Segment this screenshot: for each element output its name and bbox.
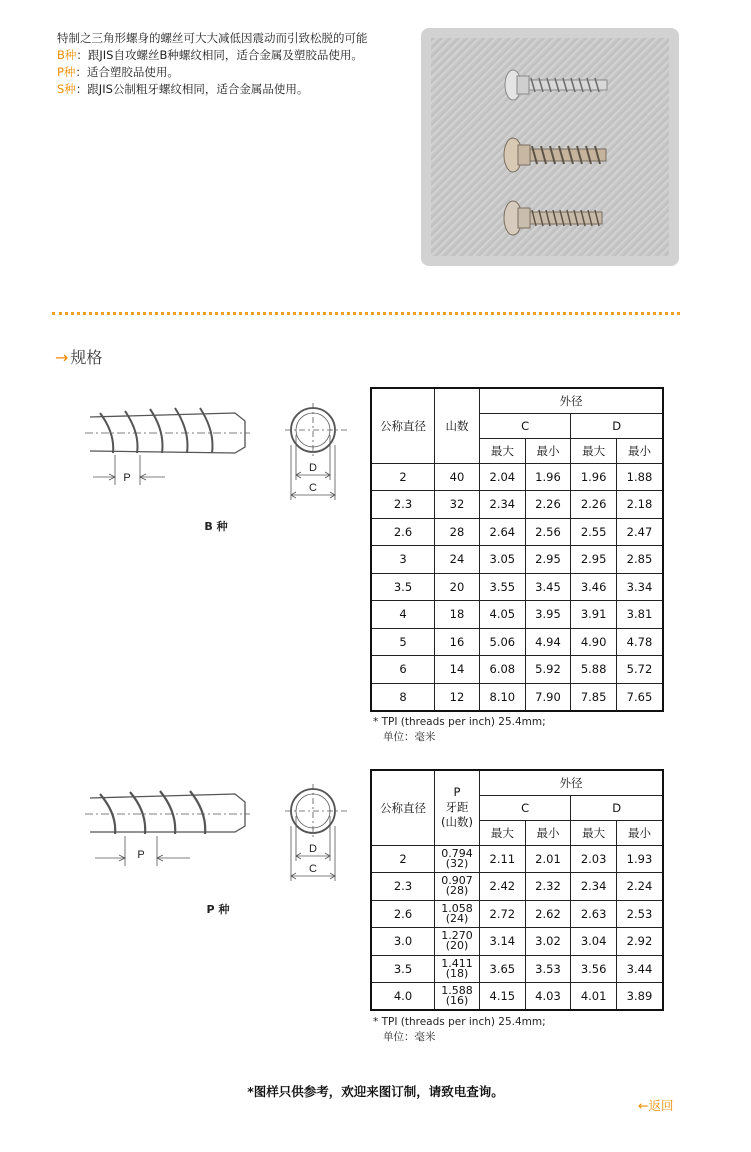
p-type-table — [370, 769, 664, 1011]
b-table-cell: 32 — [435, 491, 480, 519]
b-type-diagram — [85, 395, 365, 545]
p-h-d: D — [571, 795, 663, 820]
section-divider — [52, 312, 680, 315]
p-h-c-max: 最大 — [480, 820, 526, 845]
b-table-cell: 2.47 — [616, 518, 663, 546]
b-table-cell: 2.3 — [371, 491, 435, 519]
p-thread-count: (18) — [445, 966, 469, 980]
b-table-cell: 7.90 — [525, 683, 571, 711]
b-table-cell: 3.05 — [480, 546, 526, 574]
p-thread-count: (28) — [445, 884, 469, 898]
b-h-c-min: 最小 — [525, 438, 571, 463]
b-table-cell: 3.45 — [525, 573, 571, 601]
b-h-dia: 公称直径 — [371, 388, 435, 463]
b-table-cell: 2.26 — [525, 491, 571, 519]
p-table-pitch-cell — [435, 845, 480, 873]
s-type-desc: ：跟JIS公制粗牙螺纹相同，适合金属品使用。 — [75, 82, 309, 96]
p-table-pitch-cell — [435, 955, 480, 983]
intro-line-b — [57, 47, 417, 64]
p-table-cell: 3.65 — [480, 955, 526, 983]
b-table-cell: 4 — [371, 601, 435, 629]
p-table-cell: 2.42 — [480, 873, 526, 901]
p-thread-count: (32) — [445, 856, 469, 870]
b-table-cell: 1.96 — [571, 463, 617, 491]
b-table-cell: 4.78 — [616, 628, 663, 656]
b-h-outer: 外径 — [480, 388, 664, 413]
b-type-desc: ：跟JIS自攻螺丝B种螺纹相同，适合金属及塑胶品使用。 — [76, 48, 363, 62]
b-h-d-min: 最小 — [616, 438, 663, 463]
p-pitch-label: P — [137, 849, 145, 861]
b-table-cell: 4.90 — [571, 628, 617, 656]
b-note-unit: 单位：毫米 — [383, 731, 436, 743]
p-pitch-value: 1.588 — [441, 984, 473, 997]
p-pitch-value: 1.270 — [441, 929, 473, 943]
b-table-cell: 3.55 — [480, 573, 526, 601]
p-pitch-value: 0.907 — [441, 874, 473, 888]
p-table-cell: 2.01 — [525, 845, 571, 873]
footer-note: *图样只供参考，欢迎来图订制，请致电查询。 — [247, 1084, 504, 1099]
screw-photo — [421, 28, 679, 266]
spec-title: 规格 — [70, 348, 103, 367]
screw-1 — [505, 70, 607, 100]
s-type-label: S种 — [57, 82, 76, 96]
b-h-c-max: 最大 — [480, 438, 526, 463]
b-table-cell: 2.95 — [525, 546, 571, 574]
b-table-cell: 8.10 — [480, 683, 526, 711]
p-note-tpi: * TPI (threads per inch) 25.4mm; — [373, 1016, 546, 1028]
p-h-outer: 外径 — [480, 770, 664, 795]
b-h-d: D — [571, 413, 663, 438]
p-h-c-min: 最小 — [525, 820, 571, 845]
p-table-cell: 4.0 — [371, 983, 435, 1011]
b-table-cell: 3.95 — [525, 601, 571, 629]
b-table-cell: 18 — [435, 601, 480, 629]
b-table-cell: 2.18 — [616, 491, 663, 519]
b-table-cell: 5.88 — [571, 656, 617, 684]
p-table-row — [371, 928, 663, 956]
b-table-row — [371, 573, 663, 601]
p-thread-count: (20) — [445, 939, 469, 953]
p-table-cell: 4.03 — [525, 983, 571, 1011]
arrow-left-icon: ← — [638, 1098, 649, 1113]
b-table-cell: 1.88 — [616, 463, 663, 491]
b-pitch-label: P — [123, 472, 131, 484]
p-d-label: D — [309, 843, 317, 855]
b-table-cell: 4.94 — [525, 628, 571, 656]
b-h-threads: 山数 — [435, 388, 480, 463]
b-table-cell: 2.26 — [571, 491, 617, 519]
p-table-notes — [373, 1015, 546, 1045]
b-table-cell: 6 — [371, 656, 435, 684]
b-table-cell: 3.81 — [616, 601, 663, 629]
p-pitch-value: 1.411 — [441, 956, 473, 970]
b-table-cell: 3 — [371, 546, 435, 574]
p-table-cell: 2.3 — [371, 873, 435, 901]
p-thread-count: (24) — [445, 911, 469, 925]
p-h-d-max: 最大 — [571, 820, 617, 845]
p-table-cell: 2 — [371, 845, 435, 873]
b-table-cell: 4.05 — [480, 601, 526, 629]
screw-3 — [504, 201, 602, 235]
b-table-row — [371, 463, 663, 491]
b-table-cell: 28 — [435, 518, 480, 546]
p-table-cell: 3.04 — [571, 928, 617, 956]
p-table-row — [371, 900, 663, 928]
b-type-caption: B 种 — [204, 520, 228, 533]
p-c-label: C — [309, 863, 317, 875]
spec-section-title — [55, 345, 102, 368]
b-table-cell: 8 — [371, 683, 435, 711]
p-table-cell: 3.0 — [371, 928, 435, 956]
b-table-cell: 2.85 — [616, 546, 663, 574]
b-table-cell: 2.64 — [480, 518, 526, 546]
p-thread-count: (16) — [445, 994, 469, 1007]
screw-2 — [504, 138, 606, 172]
p-table-cell: 2.03 — [571, 845, 617, 873]
b-table-cell: 3.34 — [616, 573, 663, 601]
back-link[interactable] — [638, 1096, 674, 1114]
intro-line-p — [57, 64, 417, 81]
b-table-row — [371, 546, 663, 574]
b-table-cell: 2.56 — [525, 518, 571, 546]
b-type-label: B种 — [57, 48, 77, 62]
p-table-pitch-cell — [435, 900, 480, 928]
p-table-cell: 2.63 — [571, 900, 617, 928]
b-table-cell: 2.95 — [571, 546, 617, 574]
p-table-row — [371, 955, 663, 983]
b-table-cell: 16 — [435, 628, 480, 656]
p-table-cell: 2.92 — [616, 928, 663, 956]
b-table-row — [371, 518, 663, 546]
p-h-pitch-2: 牙距 — [445, 800, 469, 815]
p-table-cell: 2.72 — [480, 900, 526, 928]
b-table-cell: 5.92 — [525, 656, 571, 684]
b-table-cell: 2.34 — [480, 491, 526, 519]
b-table-cell: 24 — [435, 546, 480, 574]
p-type-caption: P 种 — [206, 903, 230, 916]
intro-line-1: 特制之三角形螺身的螺丝可大大减低因震动而引致松脱的可能 — [57, 31, 368, 45]
b-d-label: D — [309, 462, 317, 474]
b-table-cell: 2.04 — [480, 463, 526, 491]
b-type-table — [370, 387, 664, 712]
p-table-row — [371, 983, 663, 1011]
p-table-cell: 4.01 — [571, 983, 617, 1011]
p-table-cell: 3.53 — [525, 955, 571, 983]
back-label: 返回 — [648, 1098, 674, 1113]
b-table-cell: 40 — [435, 463, 480, 491]
b-table-cell: 3.46 — [571, 573, 617, 601]
p-table-pitch-cell — [435, 983, 480, 1011]
b-table-cell: 2 — [371, 463, 435, 491]
b-table-cell: 5.06 — [480, 628, 526, 656]
p-table-cell: 2.62 — [525, 900, 571, 928]
p-h-dia: 公称直径 — [371, 770, 435, 845]
b-table-cell: 5.72 — [616, 656, 663, 684]
b-table-cell: 6.08 — [480, 656, 526, 684]
p-type-diagram — [85, 778, 365, 928]
p-table-cell: 2.11 — [480, 845, 526, 873]
b-table-cell: 3.5 — [371, 573, 435, 601]
intro-text — [57, 30, 417, 98]
p-pitch-value: 0.794 — [441, 846, 473, 860]
p-table-cell: 3.5 — [371, 955, 435, 983]
b-table-cell: 5 — [371, 628, 435, 656]
p-type-label: P种 — [57, 65, 76, 79]
arrow-right-icon: → — [55, 348, 69, 367]
p-h-pitch-1: P — [453, 785, 461, 800]
b-table-cell: 2.55 — [571, 518, 617, 546]
b-table-cell: 20 — [435, 573, 480, 601]
b-table-notes — [373, 715, 546, 745]
p-table-cell: 3.89 — [616, 983, 663, 1011]
p-h-pitch-3: (山数) — [441, 815, 473, 830]
p-table-cell: 3.44 — [616, 955, 663, 983]
screws-illustration — [431, 38, 669, 256]
p-table-cell: 4.15 — [480, 983, 526, 1011]
p-table-pitch-cell — [435, 928, 480, 956]
p-h-d-min: 最小 — [616, 820, 663, 845]
b-table-cell: 2.6 — [371, 518, 435, 546]
b-table-row — [371, 656, 663, 684]
b-c-label: C — [309, 482, 317, 494]
b-table-row — [371, 601, 663, 629]
intro-line-s — [57, 81, 417, 98]
b-h-d-max: 最大 — [571, 438, 617, 463]
b-table-row — [371, 628, 663, 656]
b-table-row — [371, 683, 663, 711]
p-table-cell: 2.53 — [616, 900, 663, 928]
b-table-cell: 7.85 — [571, 683, 617, 711]
p-type-desc: ：适合塑胶品使用。 — [75, 65, 179, 79]
p-table-cell: 1.93 — [616, 845, 663, 873]
b-h-c: C — [480, 413, 571, 438]
p-table-cell: 2.24 — [616, 873, 663, 901]
b-table-cell: 7.65 — [616, 683, 663, 711]
p-table-cell: 3.14 — [480, 928, 526, 956]
b-note-tpi: * TPI (threads per inch) 25.4mm; — [373, 716, 546, 728]
b-table-cell: 3.91 — [571, 601, 617, 629]
p-table-row — [371, 873, 663, 901]
b-table-row — [371, 491, 663, 519]
p-table-cell: 2.32 — [525, 873, 571, 901]
p-h-c: C — [480, 795, 571, 820]
p-table-pitch-cell — [435, 873, 480, 901]
b-table-cell: 12 — [435, 683, 480, 711]
p-h-pitch — [435, 770, 480, 845]
p-note-unit: 单位：毫米 — [383, 1031, 436, 1043]
p-table-row — [371, 845, 663, 873]
p-table-cell: 2.6 — [371, 900, 435, 928]
p-table-cell: 3.02 — [525, 928, 571, 956]
p-table-cell: 2.34 — [571, 873, 617, 901]
p-table-cell: 3.56 — [571, 955, 617, 983]
p-pitch-value: 1.058 — [441, 901, 473, 915]
b-table-cell: 14 — [435, 656, 480, 684]
b-table-cell: 1.96 — [525, 463, 571, 491]
